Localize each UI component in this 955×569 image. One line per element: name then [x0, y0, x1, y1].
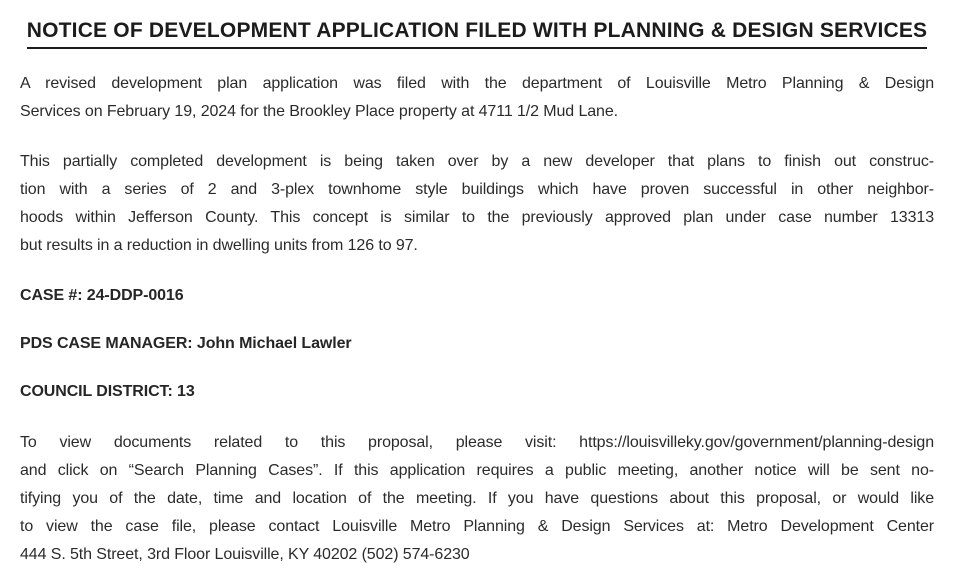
- text-line: To view documents related to this proposal, please visit: https://louisvilleky.gov/government/planning-design: [20, 434, 934, 451]
- text-line: but results in a reduction in dwelling units from 126 to 97.: [20, 237, 418, 254]
- paragraph-application-summary: [20, 70, 934, 126]
- case-manager-value: John Michael Lawler: [196, 335, 352, 352]
- text-line: tifying you of the date, time and location of the meeting. If you have questions about this proposal, or would like: [20, 490, 934, 507]
- text-line: to view the case file, please contact Louisville Metro Planning & Design Services at: Metro Development Center: [20, 518, 934, 535]
- case-info-section: [20, 282, 934, 406]
- paragraph-development-description: [20, 148, 934, 260]
- text-line: A revised development plan application was filed with the department of Louisville Metro Planning & Design: [20, 75, 934, 92]
- case-number-field: [20, 282, 934, 310]
- text-line: 444 S. 5th Street, 3rd Floor Louisville, KY 40202 (502) 574-6230: [20, 546, 470, 563]
- case-number-label: CASE #:: [20, 287, 83, 304]
- council-district-field: [20, 378, 934, 406]
- case-manager-label: PDS CASE MANAGER:: [20, 335, 193, 352]
- council-district-label: COUNCIL DISTRICT:: [20, 383, 173, 400]
- text-line: This partially completed development is being taken over by a new developer that plans to finish out construc-: [20, 153, 934, 170]
- case-number-value: 24-DDP-0016: [86, 287, 184, 304]
- text-line: and click on “Search Planning Cases”. If this application requires a public meeting, another notice will be sent no-: [20, 462, 934, 479]
- text-line: hoods within Jefferson County. This concept is similar to the previously approved plan under case number 13313: [20, 209, 934, 226]
- title-row: [20, 18, 934, 49]
- text-line: tion with a series of 2 and 3-plex townhome style buildings which have proven successful in other neighbor-: [20, 181, 934, 198]
- case-manager-field: [20, 330, 934, 358]
- paragraph-contact-information: [20, 429, 934, 569]
- document-title: NOTICE OF DEVELOPMENT APPLICATION FILED WITH PLANNING & DESIGN SERVICES: [27, 18, 928, 49]
- text-line: Services on February 19, 2024 for the Brookley Place property at 4711 1/2 Mud Lane.: [20, 103, 618, 120]
- council-district-value: 13: [177, 383, 195, 400]
